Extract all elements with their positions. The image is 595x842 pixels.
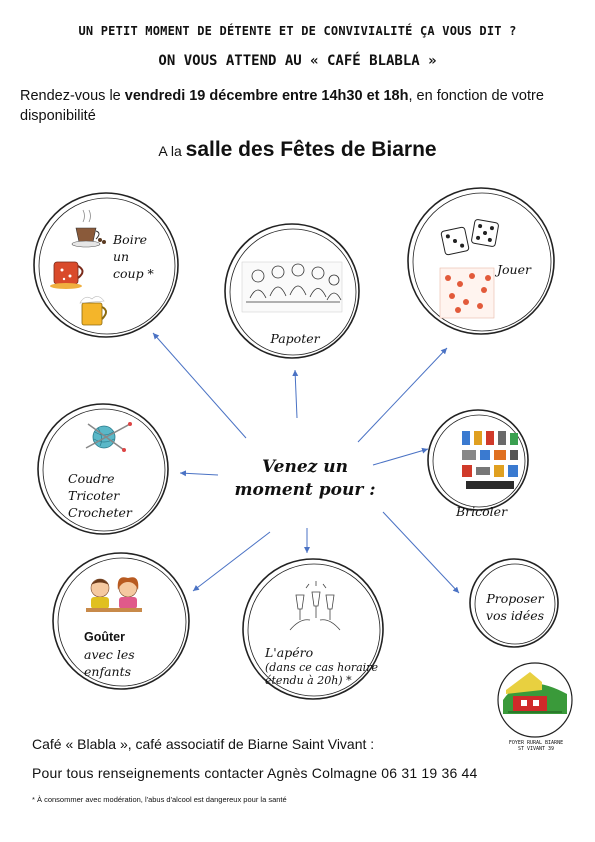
label-coudre: Coudre Tricoter Crocheter	[68, 471, 132, 520]
rendezvous-suffix: , en fonction de votre disponibilité	[20, 88, 544, 124]
children-icon	[86, 577, 142, 612]
arrow-coudre	[180, 473, 218, 475]
headline-line-2: ON VOUS ATTEND AU « CAFÉ BLABLA »	[158, 53, 437, 69]
rendezvous-prefix: Rendez-vous le	[20, 88, 125, 104]
rendezvous-date: vendredi 19 décembre entre 14h30 et 18h	[124, 88, 409, 104]
label-jouer: Jouer	[497, 262, 531, 277]
arrow-proposer	[383, 512, 459, 593]
yarn-ball-icon	[86, 422, 132, 452]
arrow-papoter	[295, 370, 297, 418]
foyer-rural-logo	[498, 663, 572, 737]
footnote: * À consommer avec modération, l'abus d'alcool est dangereux pour la santé	[32, 795, 287, 804]
label-papoter: Papoter	[270, 331, 320, 346]
tools-icon	[462, 431, 518, 489]
center-call-to-action: Venez un moment pour :	[234, 457, 376, 500]
label-bricoler: Bricoler	[456, 504, 508, 519]
arrow-boire	[153, 333, 246, 438]
chatting-people-icon	[242, 262, 342, 312]
label-proposer: Proposer vos idées	[485, 591, 545, 623]
label-apero: L'apéro (dans ce cas horaire étendu à 20h) *	[265, 645, 378, 687]
label-boire: Boire un coup *	[113, 232, 154, 281]
coffee-cup-icon	[72, 210, 106, 247]
place-name: salle des Fêtes de Biarne	[185, 138, 437, 161]
footer-contact: Pour tous renseignements contacter Agnès Colmagne 06 31 19 36 44	[32, 765, 478, 781]
place-prefix: A la	[158, 143, 186, 159]
headline-line-1: UN PETIT MOMENT DE DÉTENTE ET DE CONVIVIALITÉ ÇA VOUS DIT ?	[78, 24, 517, 38]
game-board-icon	[440, 268, 494, 318]
toasting-glasses-icon	[290, 581, 340, 630]
arrow-jouer	[358, 348, 447, 442]
tea-mug-icon	[50, 262, 83, 289]
logo-text: FOYER RURAL BIARNE ST VIVANT 39	[508, 740, 564, 752]
arrow-gouter	[193, 532, 270, 591]
beer-mug-icon	[80, 296, 106, 325]
footer-association: Café « Blabla », café associatif de Biarne Saint Vivant :	[32, 736, 375, 752]
dice-icon	[441, 219, 499, 255]
label-gouter: Goûter avec les enfants	[84, 630, 135, 679]
